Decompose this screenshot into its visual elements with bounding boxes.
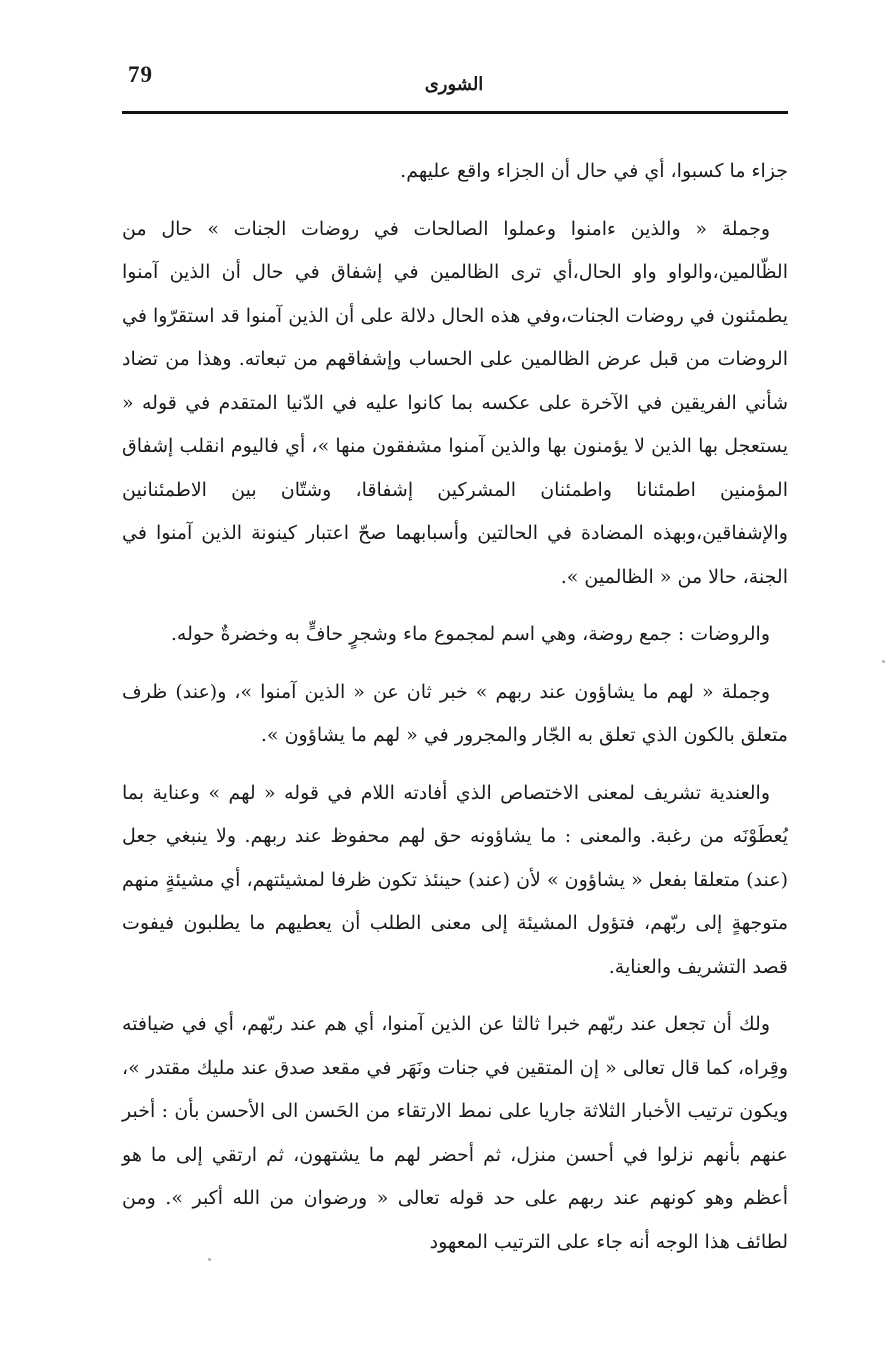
paragraph: جزاء ما كسبوا، أي في حال أن الجزاء واقع عليهم. [400,160,788,182]
paragraph: وجملة « لهم ما يشاؤون عند ربهم » خبر ثان عن « الذين آمنوا »، و(عند) ظرف متعلق بالكون الذي تعلق به الجّار والمجرور في « لهم ما يشاؤون ». [122,680,788,746]
page-body [122,150,788,1278]
header-rule [122,111,788,114]
paragraph: والروضات : جمع روضة، وهي اسم لمجموع ماء وشجرٍ حافٍّ به وخضرةٌ حوله. [170,623,770,645]
page-number: 79 [128,62,153,87]
page-header [118,60,790,110]
running-title: الشورى [424,74,484,95]
paragraph: والعندية تشريف لمعنى الاختصاص الذي أفادته اللام في قوله « لهم » وعناية بما يُعطَوْنَه من رغبة. والمعنى : ما يشاؤونه حق لهم محفوظ عند ربهم. ولا ينبغي جعل (عند) متعلقا بفعل « يشاؤون » لأن (عند) حينئذ تكون ظرفا لمشيئتهم، أي مشيئةٍ منهم متوجهةٍ إلى ربّهم، فتؤول المشيئة إلى معنى الطلب أن يعطيهم ما يطلبون فيفوت قصد التشريف والعناية. [122,781,788,978]
scan-speck [208,1258,211,1261]
paragraph: وجملة « والذين ءامنوا وعملوا الصالحات في روضات الجنات » حال من الظّالمين،والواو واو الحال،أي ترى الظالمين في إشفاق في حال أن الذين آمنوا يطمئنون في روضات الجنات،وفي هذه الحال دلالة على أن الذين آمنوا قد استقرّوا في الروضات من قبل عرض الظالمين على الحساب وإشفاقهم من تبعاته. وهذا من تضاد شأني الفريقين في الآخرة على عكسه بما كانوا عليه في الدّنيا المتقدم في قوله « يستعجل بها الذين لا يؤمنون بها والذين آمنوا مشفقون منها »، أي فاليوم انقلب إشفاق المؤمنين اطمئنانا واطمئنان المشركين إشفاقا، وشتّان بين الاطمئنانين والإشفاقين،وبهذه المضادة في الحالتين وأسبابهما صحّ اعتبار كينونة الذين آمنوا في الجنة، حالا من « الظالمين ». [122,217,788,588]
paragraph: ولك أن تجعل عند ربّهم خبرا ثالثا عن الذين آمنوا، أي هم عند ربّهم، أي في ضيافته وقِراه، كما قال تعالى « إن المتقين في جنات ونَهَر في مقعد صدق عند مليك مقتدر »، ويكون ترتيب الأخبار الثلاثة جاريا على نمط الارتقاء من الحَسن الى الأحسن بأن : أخبر عنهم بأنهم نزلوا في أحسن منزل، ثم أحضر لهم ما يشتهون، ثم ارتقي إلى ما هو أعظم وهو كونهم عند ربهم على حد قوله تعالى « ورضوان من الله أكبر ». ومن لطائف هذا الوجه أنه جاء على الترتيب المعهود [122,1013,788,1253]
scan-speck [882,660,885,663]
